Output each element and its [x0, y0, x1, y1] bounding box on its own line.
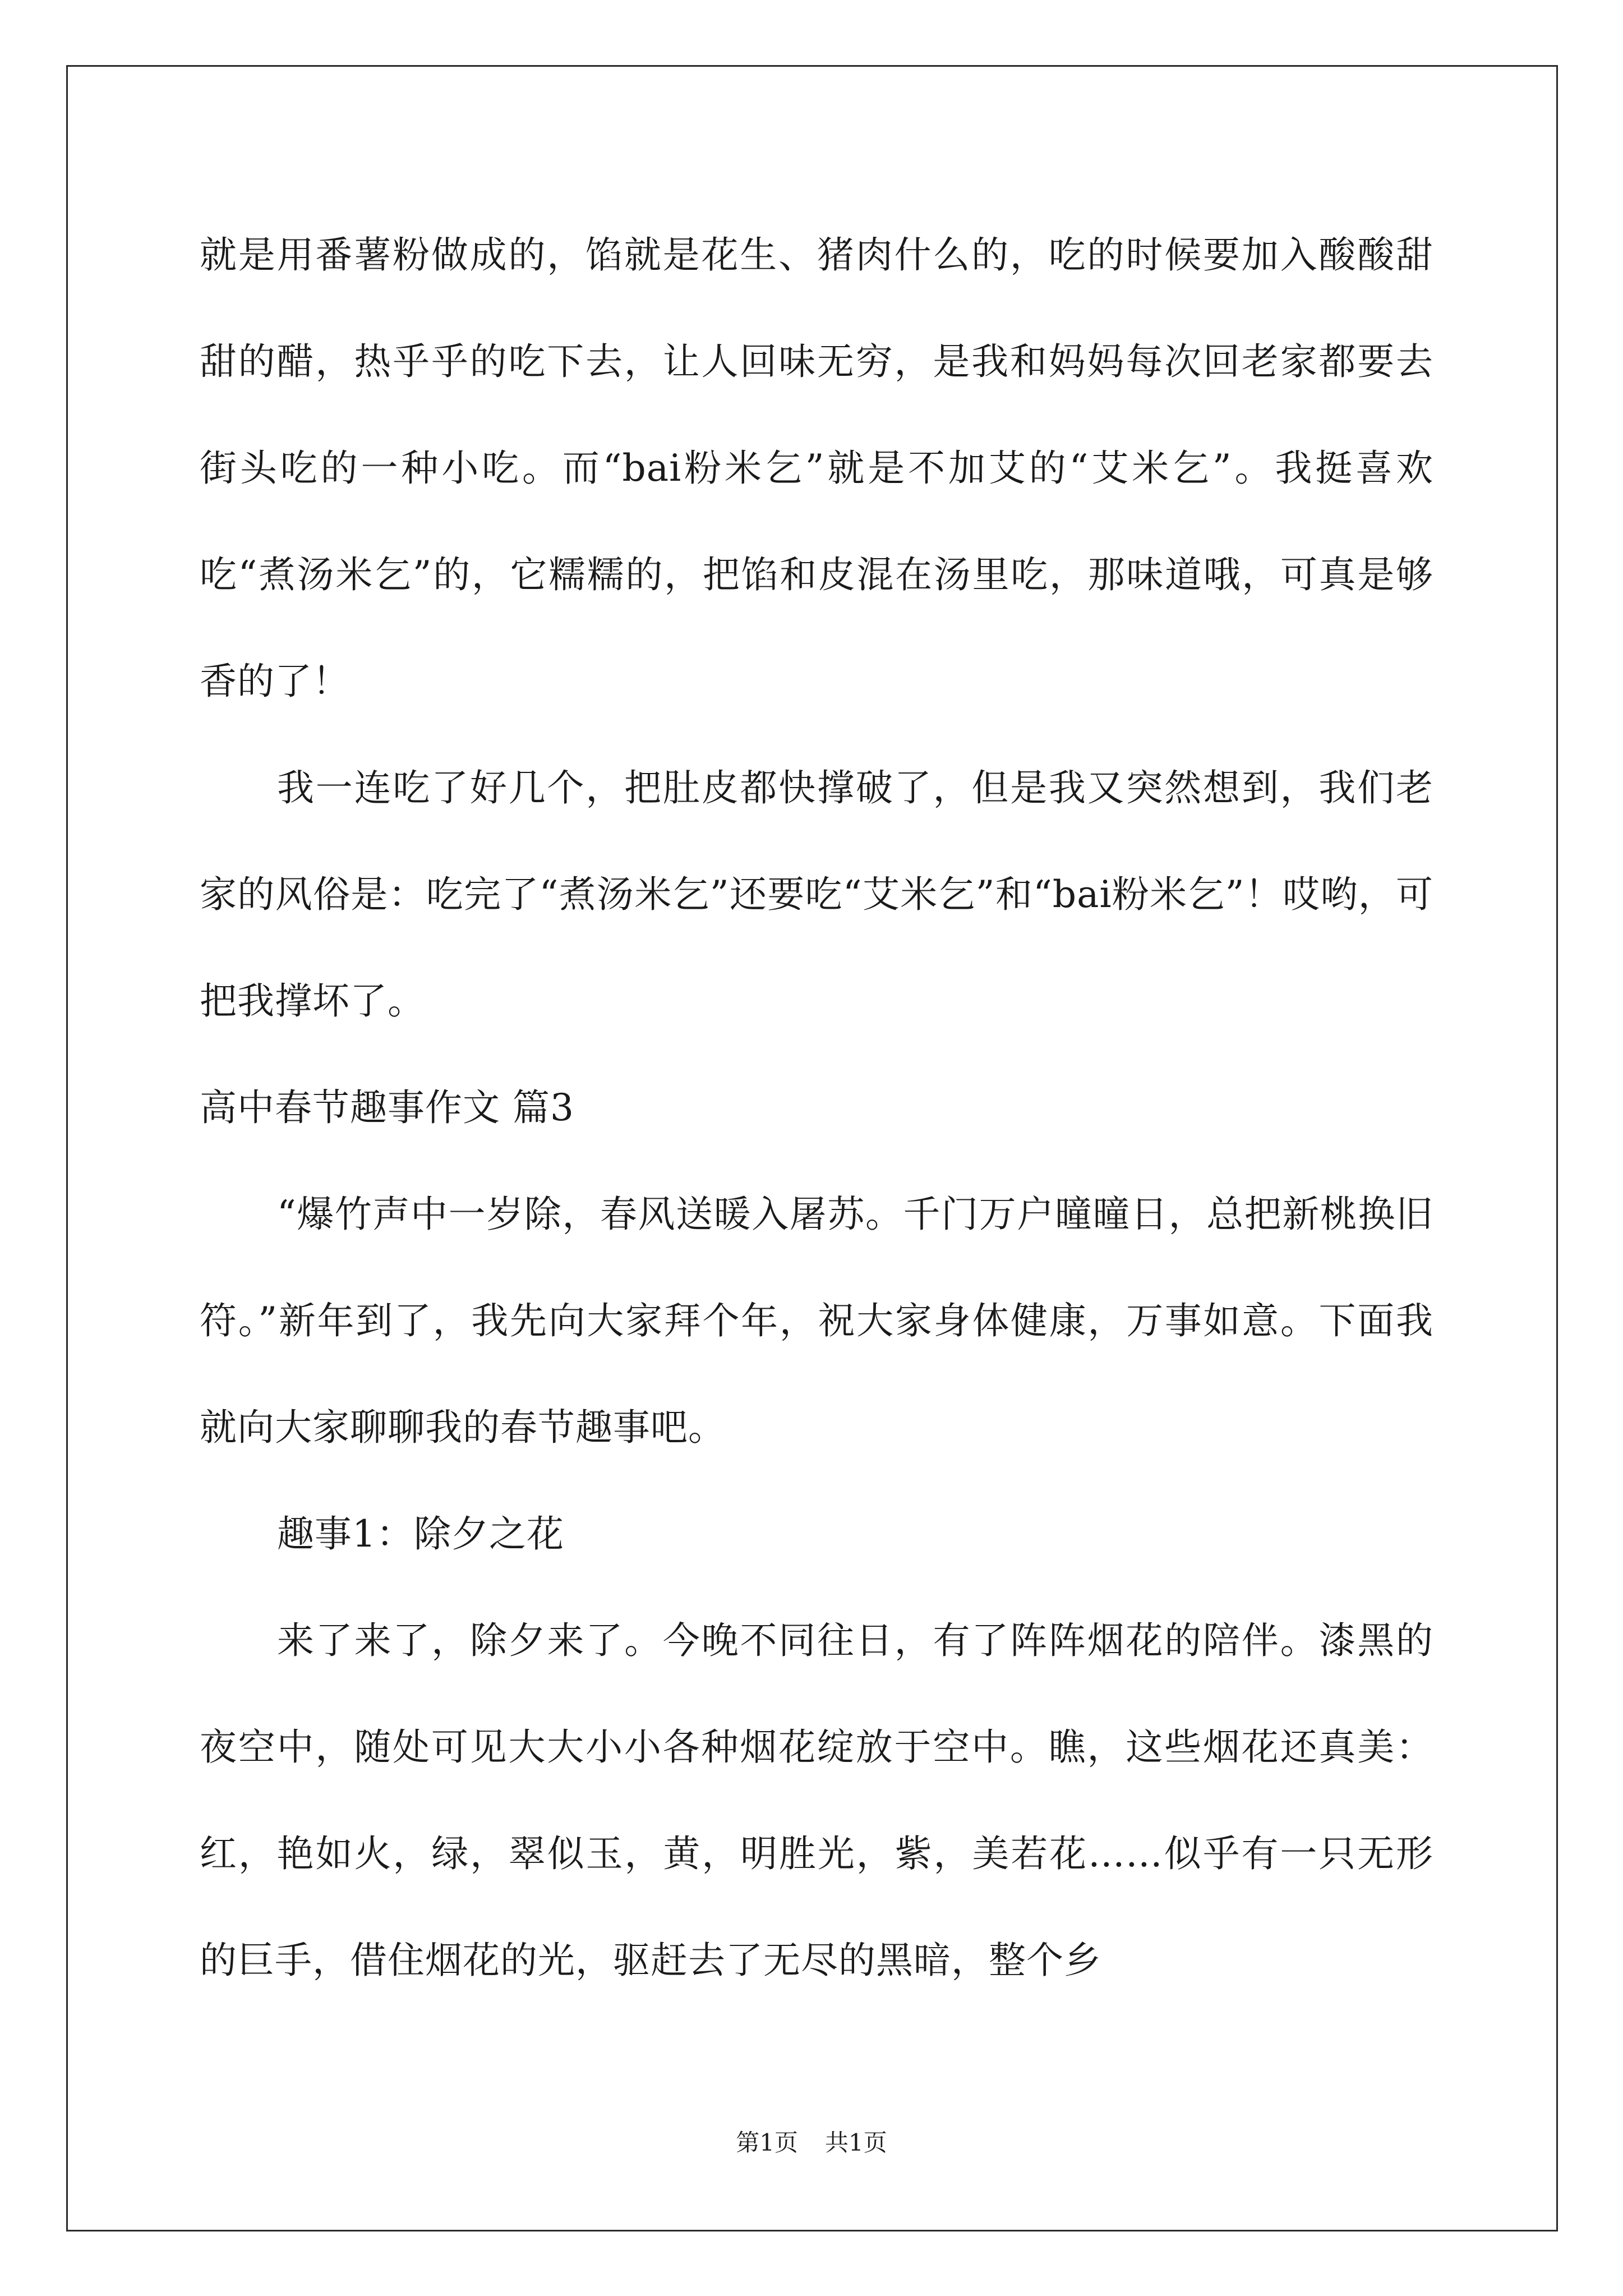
- paragraph: “爆竹声中一岁除，春风送暖入屠苏。千门万户曈曈日，总把新桃换旧符。”新年到了，我先向大家拜个年，祝大家身体健康，万事如意。下面我就向大家聊聊我的春节趣事吧。: [200, 1193, 1433, 1449]
- paragraph: 我一连吃了好几个，把肚皮都快撑破了，但是我又突然想到，我们老家的风俗是：吃完了“煮汤米乞”还要吃“艾米乞”和“bai粉米乞”！哎哟，可把我撑坏了。: [200, 766, 1433, 1023]
- paragraph-continued: 就是用番薯粉做成的，馅就是花生、猪肉什么的，吃的时候要加入酸酸甜甜的醋，热乎乎的吃下去，让人回味无穷，是我和妈妈每次回老家都要去街头吃的一种小吃。而“bai粉米乞”就是不加艾的“艾米乞”。我挺喜欢吃“煮汤米乞”的，它糯糯的，把馅和皮混在汤里吃，那味道哦，可真是够香的了！: [200, 233, 1433, 703]
- page-total: 共1页: [825, 2129, 887, 2156]
- page-number: 第1页: [736, 2129, 798, 2156]
- section-heading: 高中春节趣事作文 篇3: [200, 1086, 574, 1129]
- paragraph: 趣事1：除夕之花: [277, 1512, 564, 1556]
- page-footer: [0, 2126, 1623, 2160]
- document-body: [200, 202, 1433, 2014]
- paragraph: 来了来了，除夕来了。今晚不同往日，有了阵阵烟花的陪伴。漆黑的夜空中，随处可见大大小小各种烟花绽放于空中。瞧，这些烟花还真美：红，艳如火，绿，翠似玉，黄，明胜光，紫，美若花……似乎有一只无形的巨手，借住烟花的光，驱赶去了无尽的黑暗，整个乡: [200, 1619, 1433, 1982]
